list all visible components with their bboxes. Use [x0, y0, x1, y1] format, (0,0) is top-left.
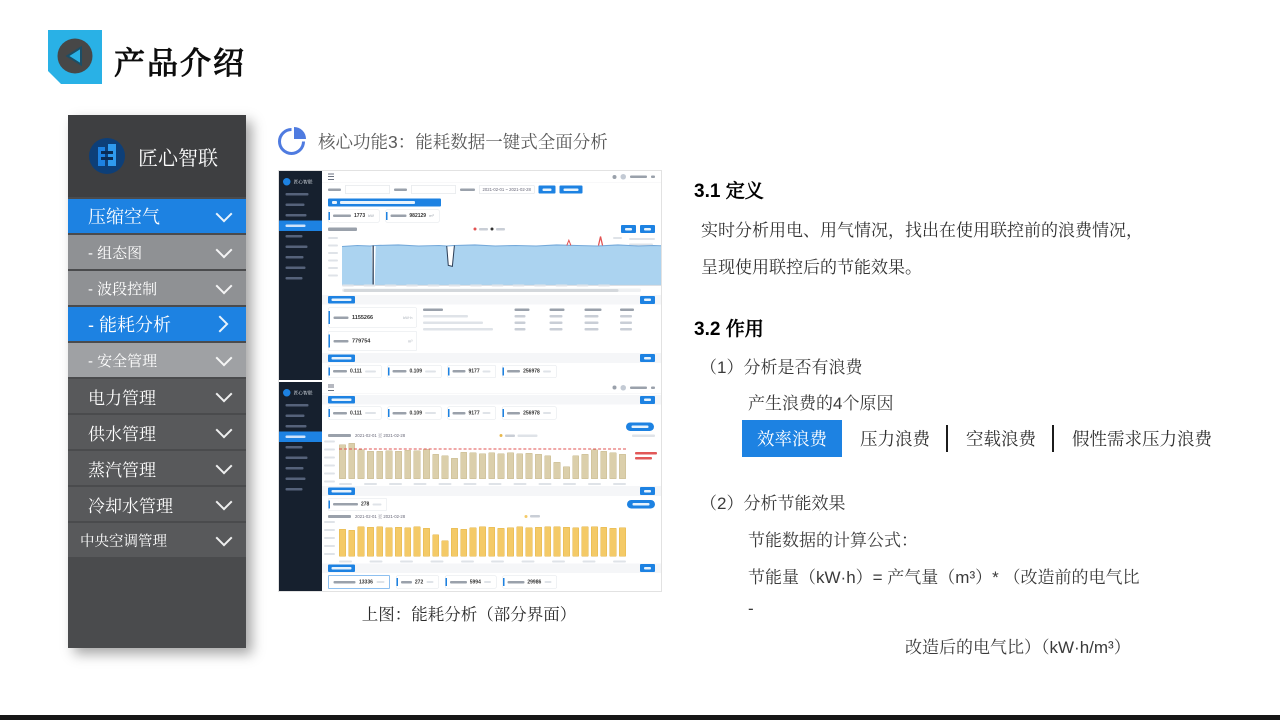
chart-legend — [473, 228, 505, 231]
unit-energy-chip: 278 — [328, 498, 387, 511]
mini-topbar — [322, 171, 661, 183]
bottom-chip: 272 — [396, 576, 439, 589]
chevron-right-icon — [212, 316, 229, 333]
sidebar-item-steam-management[interactable] — [68, 451, 246, 485]
section-3-1-title: 3.1 定义 — [694, 181, 764, 202]
account-label — [630, 176, 647, 179]
chevron-down-icon — [216, 529, 233, 546]
chart-bar — [348, 530, 355, 556]
mini-sidebar-item — [279, 421, 322, 432]
sidebar-item-label: 电力管理 — [88, 388, 156, 408]
chevron-down-icon — [216, 277, 233, 294]
product-sidebar — [68, 115, 246, 648]
chart-button — [621, 225, 636, 233]
chart-bar — [516, 527, 523, 557]
chart-bar — [544, 455, 551, 479]
bottom-chip: 29986 — [502, 576, 556, 589]
chart-bar — [498, 528, 505, 556]
section-header-bottom — [322, 563, 661, 573]
chart-bar — [535, 527, 542, 556]
ratio-chip: 0.109 — [387, 407, 441, 420]
area-chart — [328, 234, 655, 286]
section-button — [640, 564, 655, 572]
chevron-down-icon — [651, 176, 655, 179]
chevron-down-icon — [216, 241, 233, 258]
tan-chart-title-row — [322, 432, 661, 439]
mini-sidebar-item — [279, 221, 322, 232]
chart-bar — [582, 527, 589, 557]
sidebar-item-label: - 能耗分析 — [88, 315, 171, 335]
mini-filter-row — [322, 183, 661, 196]
ratio-chip: 0.109 — [387, 365, 441, 378]
sidebar-item-label: 冷却水管理 — [88, 496, 173, 516]
divider — [946, 425, 948, 452]
sidebar-item-energy-analysis[interactable] — [68, 307, 246, 341]
point-1: （1）分析是否有浪费 — [700, 358, 863, 377]
brand-name: 匠心智联 — [138, 147, 218, 170]
allocation-table-area — [322, 305, 661, 353]
chart-bar — [432, 454, 439, 479]
gas-total-card: 779754 m³ — [328, 331, 417, 351]
chart-title — [328, 227, 357, 231]
chart-bar — [358, 450, 365, 480]
chart-bar — [386, 450, 393, 479]
mini-sidebar — [279, 171, 322, 380]
threshold-label — [635, 452, 657, 460]
chevron-down-icon — [651, 386, 655, 389]
chart-bar — [610, 453, 617, 480]
formula-line-3: 改造后的电气比）（kW·h/m³） — [905, 638, 1131, 657]
waste-idle-label: 空载浪费 — [966, 429, 1036, 449]
mini-sidebar-item — [279, 411, 322, 422]
section-3-1-body-line2: 呈现使用联控后的节能效果。 — [701, 258, 922, 277]
electric-total-card: 1155266 kW·h — [328, 308, 417, 328]
info-banner — [328, 198, 441, 206]
chart-bar — [591, 450, 598, 480]
chart-bar — [563, 467, 570, 480]
date-label — [460, 188, 475, 191]
pill-button-row — [322, 422, 661, 433]
yellow-chart-title-row — [322, 513, 661, 520]
chart-bar — [414, 451, 421, 479]
mini-sidebar-item — [279, 252, 322, 263]
filter-label — [328, 188, 341, 191]
chart-bar — [376, 527, 383, 557]
waste-false-demand-label: 假性需求压力浪费 — [1072, 429, 1212, 449]
power-total-chip: 1773 kW — [328, 209, 379, 222]
mini-sidebar-item — [279, 273, 322, 284]
mini-sidebar-item — [279, 474, 322, 485]
ratio-chip: 256978 — [502, 407, 556, 420]
mini-topbar — [322, 382, 661, 394]
chart-bar — [572, 456, 579, 479]
section-button — [640, 354, 655, 362]
area-chart-header — [322, 224, 661, 234]
date-range-input: 2021-02-01 ~ 2021-02-28 — [479, 185, 534, 194]
screenshot-caption: 上图：能耗分析（部分界面） — [361, 606, 577, 624]
chart-bar — [451, 458, 458, 479]
mini-sidebar-item — [279, 242, 322, 253]
mini-sidebar-item — [279, 210, 322, 221]
chart-bar — [572, 527, 579, 556]
chart-bar — [367, 527, 374, 556]
point-2-sub: 节能数据的计算公式： — [748, 531, 918, 550]
section-tag — [328, 564, 355, 572]
formula-line-2: - — [748, 599, 754, 618]
query-button — [538, 186, 555, 194]
ratio-chip: 9177 — [447, 365, 496, 378]
chevron-down-icon — [216, 421, 233, 438]
section-3-1-body-line1: 实时分析用电、用气情况，找出在使用联控前的浪费情况， — [701, 221, 1143, 240]
chart-bar — [432, 534, 439, 556]
sidebar-item-label: 供水管理 — [88, 424, 156, 444]
section-header-saving — [322, 395, 661, 405]
chart-bar — [535, 454, 542, 479]
slide-footer-bar — [0, 715, 1280, 720]
sidebar-item-label: - 安全管理 — [88, 352, 158, 370]
chart-bar — [488, 453, 495, 480]
chart-bar — [591, 526, 598, 556]
sidebar-item-compressed-air[interactable] — [68, 199, 246, 233]
chart-bar — [339, 529, 346, 556]
sidebar-item-water-supply[interactable] — [68, 415, 246, 449]
unit-energy-row — [322, 496, 661, 513]
mini-table — [423, 308, 655, 352]
page-title: 产品介绍 — [114, 46, 246, 81]
ratio-chip-row — [322, 363, 661, 380]
chart-bar — [460, 452, 467, 479]
chevron-down-icon — [216, 493, 233, 510]
pie-chart-icon — [276, 126, 307, 157]
feature-heading-row — [276, 126, 608, 157]
chevron-down-icon — [216, 385, 233, 402]
feature-heading: 核心功能3：能耗数据一键式全面分析 — [318, 132, 608, 152]
hamburger-icon — [328, 384, 334, 391]
legend-dot — [500, 434, 503, 437]
sidebar-item-band-control[interactable] — [68, 271, 246, 305]
chart-bar — [367, 451, 374, 479]
point-2: （2）分析节能效果 — [700, 494, 846, 513]
mini-brand-name: 匠心智联 — [293, 390, 313, 396]
ratio-chip: 0.111 — [328, 365, 381, 378]
ratio-chip: 9177 — [447, 407, 496, 420]
chart-bar — [395, 451, 402, 479]
section-header-saving — [322, 353, 661, 363]
section-tag — [328, 487, 355, 495]
brand-row — [68, 115, 246, 197]
mini-sidebar-item — [279, 453, 322, 464]
sidebar-item-label: - 组态图 — [88, 244, 143, 262]
chart-bar — [479, 453, 486, 479]
chart-bar — [544, 526, 551, 556]
mini-sidebar-menu — [279, 400, 322, 495]
chart-bar — [507, 453, 514, 480]
chart-bar — [526, 527, 533, 556]
chart-bar — [507, 527, 514, 556]
chart-date-range: 2021-02-01 至 2021-02-28 — [355, 513, 406, 519]
waste-pressure-label: 压力浪费 — [860, 429, 930, 449]
stat-chip-row — [322, 207, 661, 224]
chart-bar — [376, 451, 383, 479]
chevron-down-icon — [216, 349, 233, 366]
mini-sidebar-item — [279, 432, 322, 443]
detail-pill-button — [627, 500, 655, 509]
ratio-chip: 256978 — [502, 365, 556, 378]
back-icon — [48, 30, 102, 84]
chart-bar — [395, 527, 402, 556]
brand-logo-icon — [88, 137, 126, 175]
chart-scrollbar — [342, 288, 641, 292]
search-icon — [613, 386, 617, 390]
section-3-2-title: 3.2 作用 — [694, 319, 764, 340]
chart-bar — [470, 453, 477, 480]
chart-bar — [414, 527, 421, 557]
waste-efficiency-button[interactable]: 效率浪费 — [742, 420, 842, 457]
sidebar-item-label: 压缩空气 — [88, 207, 160, 227]
mini-sidebar-item — [279, 463, 322, 474]
sidebar-item-label: 中央空调管理 — [80, 533, 167, 550]
chart-bar — [404, 450, 411, 479]
sidebar-item-safety-management[interactable] — [68, 343, 246, 377]
chart-bar — [600, 527, 607, 556]
mini-sidebar-item — [279, 484, 322, 495]
chart-bar — [358, 526, 365, 556]
mini-sidebar-item — [279, 189, 322, 200]
mini-sidebar-menu — [279, 189, 322, 284]
section-button — [640, 487, 655, 495]
avatar — [621, 385, 627, 391]
chart-bar — [516, 453, 523, 479]
threshold-line — [339, 448, 626, 449]
mini-brand-name: 匠心智联 — [293, 179, 313, 185]
chart-bar — [554, 527, 561, 557]
section-tag — [328, 296, 355, 304]
chart-bar — [479, 527, 486, 557]
point-1-sub: 产生浪费的4个原因 — [748, 394, 894, 413]
ratio-chip: 0.111 — [328, 407, 381, 420]
mini-sidebar-item — [279, 400, 322, 411]
chevron-down-icon — [216, 205, 233, 222]
filter-select — [411, 185, 456, 194]
chart-bar — [442, 540, 449, 556]
section-header-monitor — [322, 486, 661, 496]
chart-bar — [470, 527, 477, 556]
section-tag — [328, 396, 355, 404]
mini-brand-logo-icon — [283, 389, 291, 397]
legend-power-dot — [473, 228, 476, 231]
yellow-bar-chart — [339, 520, 626, 562]
sidebar-item-label: - 波段控制 — [88, 280, 158, 298]
screenshot-panel-bottom — [279, 382, 661, 591]
sidebar-item-label: 蒸汽管理 — [88, 460, 156, 480]
chart-bar — [498, 453, 505, 479]
chart-bar — [339, 444, 346, 479]
mini-sidebar-item — [279, 200, 322, 211]
chart-bar — [554, 462, 561, 479]
chart-bar — [619, 527, 626, 556]
chart-bar — [526, 453, 533, 479]
ratio-chip-row — [322, 405, 661, 422]
chart-date-range: 2021-02-01 至 2021-02-28 — [355, 433, 406, 439]
section-button — [640, 296, 655, 304]
chart-bar — [619, 454, 626, 479]
chart-bar — [460, 529, 467, 556]
waste-type-row — [742, 420, 1212, 457]
filter-label — [394, 188, 407, 191]
dashboard-screenshot — [278, 170, 662, 592]
formula-line-1: 节能量（kW·h）= 产气量（m³）* （改造前的电气比 — [748, 568, 1140, 587]
divider — [1052, 425, 1054, 452]
avatar — [621, 174, 627, 180]
chart-bar — [386, 527, 393, 556]
chart-bar — [423, 449, 430, 479]
sidebar-item-config-diagram[interactable] — [68, 235, 246, 269]
bottom-chip-row — [322, 573, 661, 591]
chart-bar — [488, 527, 495, 556]
mini-sidebar-item — [279, 263, 322, 274]
bottom-chip: 5994 — [445, 576, 497, 589]
sidebar-item-central-ac[interactable] — [68, 523, 246, 557]
legend-dot — [524, 515, 527, 518]
hamburger-icon — [328, 174, 334, 181]
detail-pill-button — [626, 423, 654, 432]
sidebar-item-cooling-water[interactable] — [68, 487, 246, 521]
section-button — [640, 396, 655, 404]
mini-brand-logo-icon — [283, 178, 291, 186]
search-icon — [613, 175, 617, 179]
filter-select — [345, 185, 390, 194]
chart-bar — [404, 527, 411, 556]
bottom-chip-selected: 13336 — [328, 575, 390, 589]
chart-bar — [582, 454, 589, 479]
chart-bar — [563, 527, 570, 556]
chart-bar — [451, 528, 458, 556]
sidebar-menu — [68, 199, 246, 557]
gas-total-chip: 982129 m³ — [385, 209, 439, 222]
section-tag — [328, 354, 355, 362]
chevron-down-icon — [216, 457, 233, 474]
chart-bar — [610, 528, 617, 556]
legend-gas-dot — [490, 228, 493, 231]
mini-sidebar — [279, 382, 322, 591]
chart-button — [640, 225, 655, 233]
chart-bar — [442, 456, 449, 479]
account-label — [630, 386, 647, 389]
tan-bar-chart — [339, 439, 626, 485]
mini-sidebar-item — [279, 231, 322, 242]
sidebar-item-power-management[interactable] — [68, 379, 246, 413]
export-button — [559, 186, 582, 194]
chart-bar — [600, 451, 607, 479]
screenshot-panel-top — [279, 171, 661, 380]
section-header-allocation — [322, 295, 661, 305]
chart-bar — [423, 528, 430, 556]
mini-sidebar-item — [279, 442, 322, 453]
